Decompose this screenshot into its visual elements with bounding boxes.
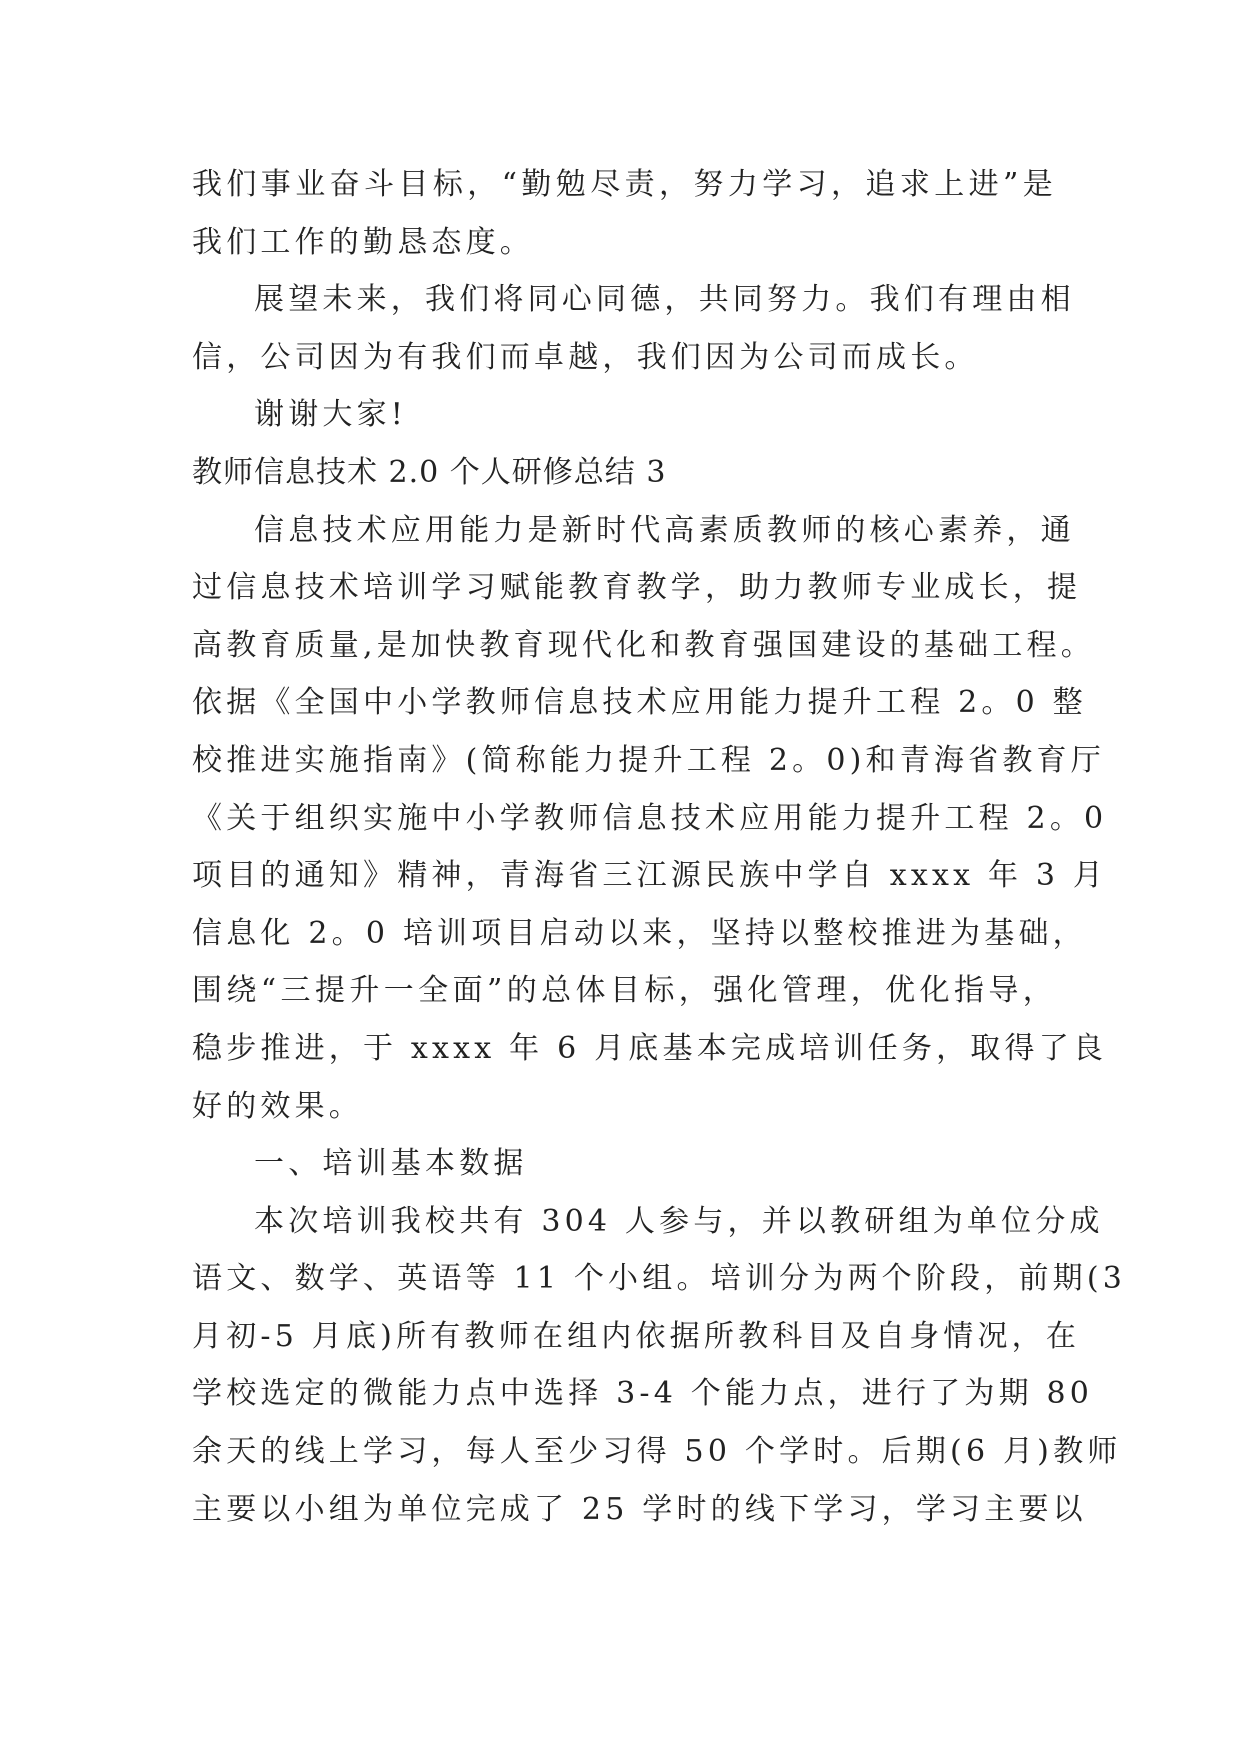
- text-line: 信息化 2。0 培训项目启动以来，坚持以整校推进为基础，: [192, 915, 1087, 951]
- text-line: 校推进实施指南》(简称能力提升工程 2。0)和青海省教育厅: [192, 742, 1105, 778]
- text-line: 信，公司因为有我们而卓越，我们因为公司而成长。: [192, 339, 979, 375]
- text-line: 语文、数学、英语等 11 个小组。培训分为两个阶段，前期(3: [192, 1261, 1127, 1297]
- text-line: 学校选定的微能力点中选择 3-4 个能力点，进行了为期 80: [192, 1376, 1094, 1412]
- text-line: 我们工作的勤恳态度。: [192, 224, 534, 260]
- text-line: 过信息技术培训学习赋能教育教学，助力教师专业成长，提: [192, 570, 1082, 606]
- text-line: 信息技术应用能力是新时代高素质教师的核心素养，通: [254, 512, 1075, 548]
- text-line: 高教育质量,是加快教育现代化和教育强国建设的基础工程。: [192, 627, 1095, 663]
- text-line: 依据《全国中小学教师信息技术应用能力提升工程 2。0 整: [192, 685, 1087, 721]
- text-line: 本次培训我校共有 304 人参与，并以教研组为单位分成: [254, 1203, 1104, 1239]
- text-line: 好的效果。: [192, 1088, 363, 1124]
- text-line: 余天的线上学习，每人至少习得 50 个学时。后期(6 月)教师: [192, 1434, 1122, 1470]
- text-line: 《关于组织实施中小学教师信息技术应用能力提升工程 2。0: [192, 800, 1108, 836]
- text-line: 展望未来，我们将同心同德，共同努力。我们有理由相: [254, 282, 1075, 318]
- text-line: 主要以小组为单位完成了 25 学时的线下学习，学习主要以: [192, 1491, 1087, 1527]
- text-line: 我们事业奋斗目标，“勤勉尽责，努力学习，追求上进”是: [192, 167, 1057, 202]
- text-line: 谢谢大家!: [254, 397, 408, 433]
- text-line: 项目的通知》精神，青海省三江源民族中学自 xxxx 年 3 月: [192, 858, 1108, 894]
- section-title: 教师信息技术 2.0 个人研修总结 3: [192, 454, 667, 490]
- text-line: 月初-5 月底)所有教师在组内依据所教科目及自身情况，在: [192, 1318, 1081, 1354]
- text-line: 稳步推进，于 xxxx 年 6 月底基本完成培训任务，取得了良: [192, 1030, 1108, 1066]
- text-line: 围绕“三提升一全面”的总体目标，强化管理，优化指导，: [192, 973, 1057, 1009]
- text-line: 一、培训基本数据: [254, 1146, 528, 1182]
- document-body: [192, 156, 1127, 1538]
